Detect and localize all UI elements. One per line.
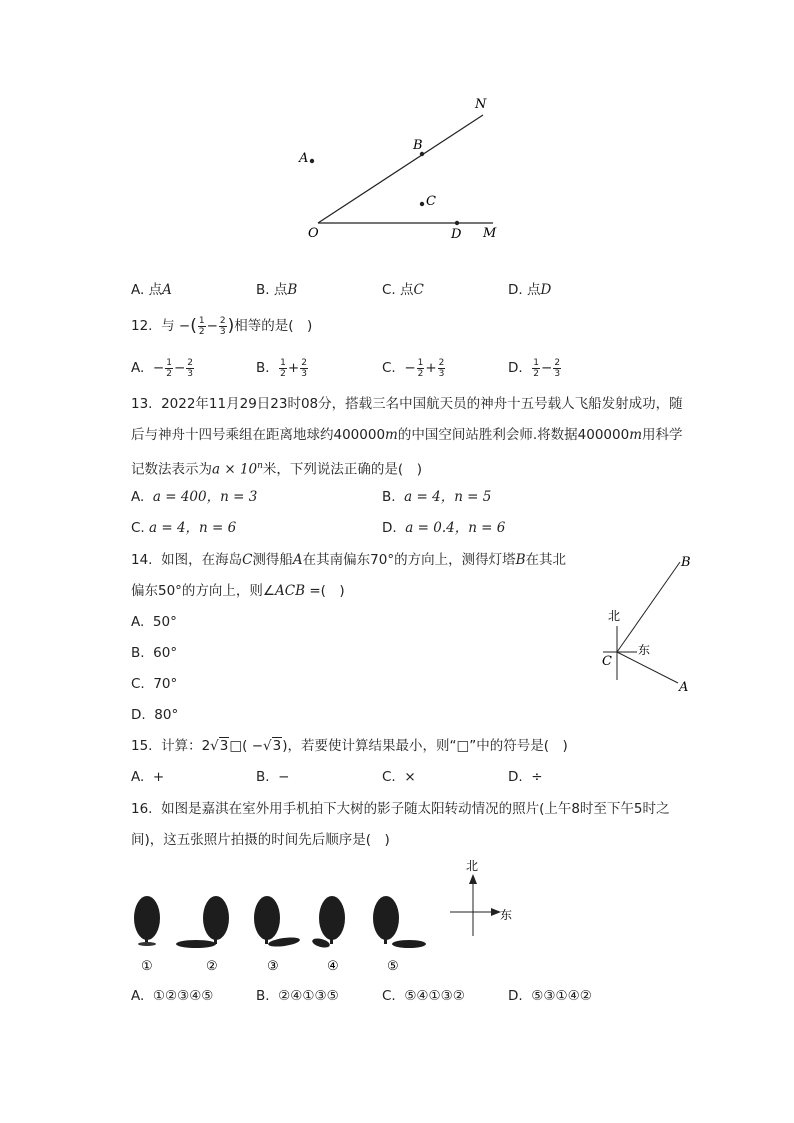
compass-figure — [445, 858, 525, 938]
q13-option-c: C. a = 4，n = 6 — [131, 520, 237, 536]
photo-label-1: ① — [141, 959, 153, 974]
option-letter: A. — [131, 282, 145, 298]
bearing-figure — [590, 548, 700, 698]
option-text: 点 — [526, 282, 541, 298]
fraction-two-thirds: $\frac{2}{3}$ — [219, 315, 226, 337]
option-letter: C. — [382, 282, 396, 298]
east-label: 东 — [638, 643, 651, 657]
q12-option-d: D. $\frac{1}{2}$ − $\frac{2}{3}$ — [508, 357, 561, 379]
negative-sign: − — [178, 318, 191, 334]
q13-line-3: 记数法表示为$a \times 10^n$米，下列说法正确的是( ) — [131, 461, 422, 478]
q16-option-a: A. ①②③④⑤ — [131, 988, 214, 1004]
label-N: N — [475, 97, 487, 112]
point-A — [310, 159, 314, 163]
sqrt-3: √3 — [263, 738, 282, 754]
q13-option-a: A. a = 400，n = 3 — [131, 489, 258, 505]
angle-figure — [290, 90, 520, 250]
label-B: B — [681, 555, 691, 570]
label-O: O — [308, 226, 319, 241]
option-var: B — [287, 282, 298, 298]
compass-north-label: 北 — [466, 859, 479, 873]
q14-line-2: 偏东50°的方向上，则∠ACB =( ) — [131, 583, 345, 599]
north-arrow-icon — [469, 874, 477, 884]
tree-photo-1 — [134, 896, 160, 946]
option-text: 点 — [273, 282, 288, 298]
q12-stem: 12. 与 −( $\frac{1}{2}$ − $\frac{2}{3}$ )相等的是( ) — [131, 315, 313, 337]
q14-option-a: A. 50° — [131, 614, 177, 630]
q11-option-a — [131, 280, 172, 300]
q13-line-2: 后与神舟十四号乘组在距离地球约400000m的中国空间站胜利会师.将数据400000m用科学 — [131, 427, 683, 443]
q13-option-b: B. a = 4，n = 5 — [382, 489, 492, 505]
label-A: A — [299, 151, 309, 166]
q11-option-c — [382, 280, 424, 300]
ray-ON — [318, 115, 483, 223]
q11-option-d — [508, 280, 551, 300]
point-C — [420, 202, 424, 206]
question-number: 16. — [131, 801, 153, 817]
q13-option-d: D. a = 0.4，n = 6 — [382, 520, 506, 536]
option-letter: D. — [508, 282, 523, 298]
ray-CB — [617, 562, 680, 652]
compass-east-label: 东 — [500, 908, 513, 922]
q12-option-a: A. − $\frac{1}{2}$ − $\frac{2}{3}$ — [131, 357, 193, 379]
q15-option-c: C. × — [382, 769, 416, 785]
point-D — [455, 221, 459, 225]
q14-option-c: C. 70° — [131, 676, 178, 692]
photo-label-3: ③ — [267, 959, 279, 974]
tree-photo-5 — [373, 896, 426, 948]
q12-option-b: B. $\frac{1}{2}$ + $\frac{2}{3}$ — [256, 357, 307, 379]
q15-option-b: B. − — [256, 769, 290, 785]
q16-line-1: 16. 如图是嘉淇在室外用手机拍下大树的影子随太阳转动情况的照片(上午8时至下午5时之 — [131, 801, 670, 817]
question-number: 12. — [131, 318, 153, 334]
q16-option-c: C. ⑤④①③② — [382, 988, 465, 1004]
label-D: D — [451, 227, 462, 242]
option-letter: B. — [256, 282, 270, 298]
stem-prefix: 与 — [161, 318, 175, 334]
tree-photo-2 — [176, 896, 229, 948]
q15-option-d: D. ÷ — [508, 769, 543, 785]
q15-option-a: A. + — [131, 769, 165, 785]
photo-label-2: ② — [206, 959, 218, 974]
north-label: 北 — [608, 609, 621, 623]
option-var: C — [413, 282, 424, 298]
question-number: 15. — [131, 738, 153, 754]
q14-line-1: 14. 如图，在海岛C测得船A在其南偏东70°的方向上，测得灯塔B在其北 — [131, 552, 567, 568]
q11-option-b — [256, 280, 297, 300]
q14-option-d: D. 80° — [131, 707, 179, 723]
photo-label-4: ④ — [327, 959, 339, 974]
sqrt-3: √3 — [210, 738, 229, 754]
q16-line-2: 间)，这五张照片拍摄的时间先后顺序是( ) — [131, 832, 390, 848]
tree-photo-3 — [254, 896, 300, 948]
fraction-half: $\frac{1}{2}$ — [198, 315, 205, 337]
q15-stem: 15. 计算：2√3□( −√3)，若要使计算结果最小，则“□”中的符号是( ) — [131, 738, 568, 754]
label-C: C — [602, 654, 612, 669]
question-number: 13. — [131, 396, 153, 412]
q16-option-d: D. ⑤③①④② — [508, 988, 592, 1004]
q16-option-b: B. ②④①③⑤ — [256, 988, 339, 1004]
stem-suffix: 相等的是( ) — [234, 318, 313, 334]
photo-label-5: ⑤ — [387, 959, 399, 974]
q13-line-1: 13. 2022年11月29日23时08分，搭载三名中国航天员的神舟十五号载人飞船发射成功，随 — [131, 396, 683, 412]
option-text: 点 — [400, 282, 414, 298]
label-B: B — [413, 138, 423, 153]
option-text: 点 — [148, 282, 163, 298]
q12-option-c: C. − $\frac{1}{2}$ + $\frac{2}{3}$ — [382, 357, 445, 379]
label-A: A — [679, 680, 689, 695]
tree-photo-4 — [311, 896, 345, 949]
label-C: C — [426, 194, 436, 209]
option-var: D — [540, 282, 552, 298]
option-var: A — [162, 282, 172, 298]
label-M: M — [483, 226, 497, 241]
question-number: 14. — [131, 552, 153, 568]
q14-option-b: B. 60° — [131, 645, 178, 661]
